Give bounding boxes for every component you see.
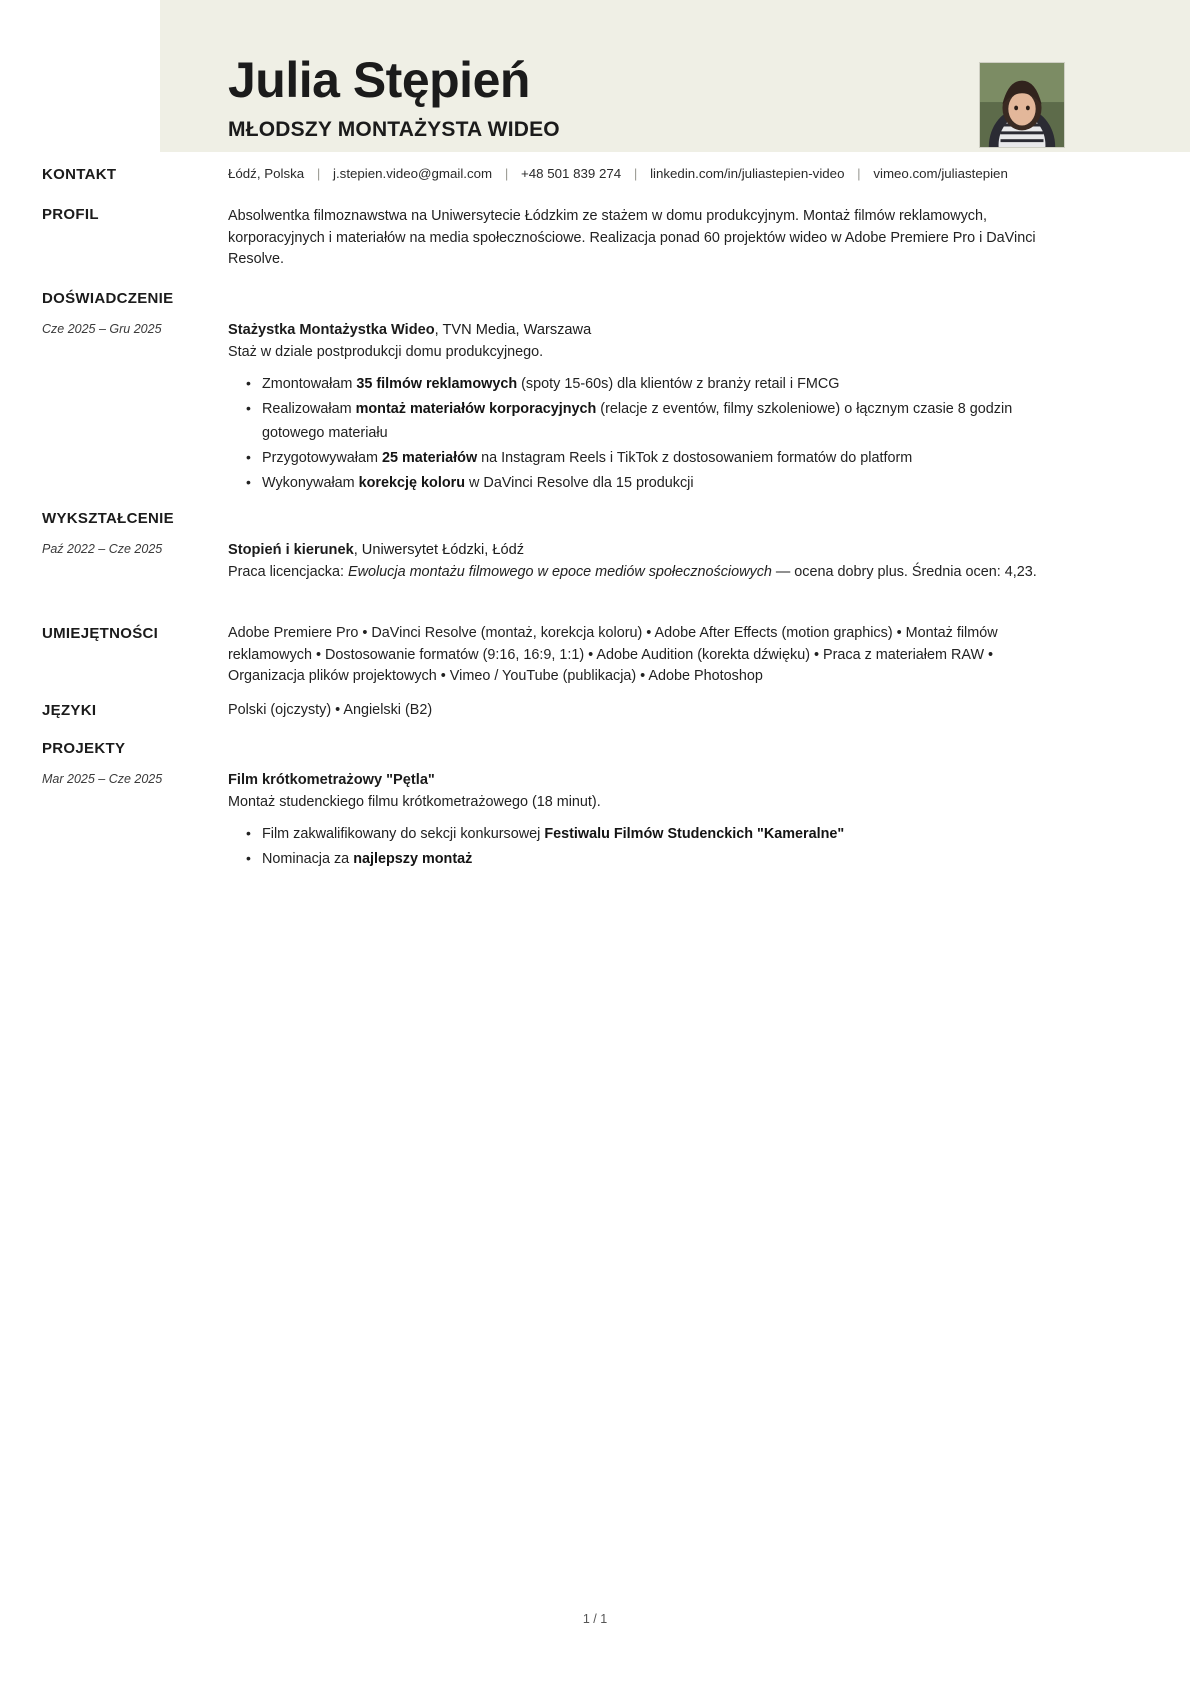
languages-label-text: JĘZYKI: [42, 702, 97, 719]
contact-email[interactable]: j.stepien.video@gmail.com: [333, 166, 493, 181]
project-dates: Mar 2025 – Cze 2025: [42, 772, 163, 786]
portrait-photo-icon: [980, 63, 1064, 147]
page-indicator: 1 / 1: [582, 1612, 608, 1626]
contact-line: [228, 164, 1068, 184]
contact-label-text: KONTAKT: [42, 166, 117, 183]
experience-dates: Cze 2025 – Gru 2025: [42, 322, 162, 336]
bullet-text-bold: montaż materiałów korporacyjnych: [355, 401, 597, 417]
project-bullet-list: [228, 822, 1068, 871]
bullet-text-post: (spoty 15-60s) dla klientów z branży retail i FMCG: [517, 376, 840, 392]
bullet-text-bold: najlepszy montaż: [353, 851, 473, 867]
bullet-text-pre: Realizowałam: [262, 401, 356, 417]
bullet-text-pre: Zmontowałam: [262, 376, 357, 392]
education-entry-header: [228, 539, 1068, 561]
bullet-text-pre: Przygotowywałam: [262, 450, 382, 466]
projects-label-text: PROJEKTY: [42, 740, 126, 757]
list-item: [262, 847, 1068, 871]
project-entry: [228, 769, 1068, 872]
list-item: [262, 397, 1068, 445]
experience-label-text: DOŚWIADCZENIE: [42, 290, 174, 307]
education-label-text: WYKSZTAŁCENIE: [42, 510, 174, 527]
thesis-label: Praca licencjacka:: [228, 564, 348, 580]
avatar: [979, 62, 1065, 148]
skills-label-text: UMIEJĘTNOŚCI: [42, 625, 159, 642]
section-label-projects: [42, 740, 222, 757]
bullet-text-post: (relacje z eventów, filmy szkoleniowe) o łącznym czasie 8 godzin gotowego materiału: [262, 401, 1013, 441]
experience-entry-header: [228, 319, 1068, 341]
list-item: [262, 372, 1068, 396]
experience-company: , TVN Media, Warszawa: [434, 322, 592, 338]
experience-summary: Staż w dziale postprodukcji domu produkcyjnego.: [228, 344, 544, 360]
education-dates: Paź 2022 – Cze 2025: [42, 542, 163, 556]
profile-label-text: PROFIL: [42, 206, 99, 223]
contact-linkedin[interactable]: linkedin.com/in/juliastepien-video: [650, 166, 845, 181]
bullet-text-pre: Wykonywałam: [262, 475, 359, 491]
contact-separator-icon: |: [316, 166, 321, 181]
thesis-title: Ewolucja montażu filmowego w epoce mediów społecznościowych: [347, 564, 772, 580]
experience-bullet-list: [228, 372, 1068, 495]
section-label-profile: [42, 206, 222, 223]
list-item: [262, 446, 1068, 470]
bullet-text-bold: 35 filmów reklamowych: [356, 376, 518, 392]
education-degree: Stopień i kierunek: [228, 542, 354, 558]
contact-separator-icon: |: [504, 166, 509, 181]
section-label-experience: [42, 290, 222, 307]
education-entry: [228, 539, 1068, 583]
list-item: [262, 822, 1068, 846]
project-summary: Montaż studenckiego filmu krótkometrażowego (18 minut).: [228, 794, 601, 810]
languages-list: Polski (ojczysty) • Angielski (B2): [228, 702, 433, 718]
contact-portfolio[interactable]: vimeo.com/juliastepien: [873, 166, 1008, 181]
section-label-education: [42, 510, 222, 527]
education-school: , Uniwersytet Łódzki, Łódź: [353, 542, 525, 558]
profile-text: Absolwentka filmoznawstwa na Uniwersytecie Łódzkim ze stażem w domu produkcyjnym. Montaż filmów reklamowych, korporacyjnych i materiałów na media społecznościowe. Realizacja ponad 60 projektów wideo w Adobe Premiere Pro i DaVinci Resolve.: [228, 208, 1036, 267]
contact-location: Łódź, Polska: [228, 166, 305, 181]
bullet-text-bold: korekcję koloru: [358, 475, 466, 491]
section-label-contact: [42, 166, 222, 183]
bullet-text-bold: 25 materiałów: [381, 450, 478, 466]
section-label-languages: [42, 702, 222, 719]
contact-details: [228, 164, 1068, 184]
contact-separator-icon: |: [633, 166, 638, 181]
thesis-grade: — ocena dobry plus. Średnia ocen: 4,23.: [771, 564, 1037, 580]
project-title-row: [228, 769, 1068, 791]
bullet-text-pre: Film zakwalifikowany do sekcji konkursowej: [262, 826, 545, 842]
job-title: MŁODSZY MONTAŻYSTA WIDEO: [228, 118, 560, 141]
page-title: Julia Stępień: [228, 52, 530, 108]
bullet-text-pre: Nominacja za: [262, 851, 354, 867]
bullet-text-post: w DaVinci Resolve dla 15 produkcji: [465, 475, 694, 491]
experience-entry: [228, 319, 1068, 496]
list-item: [262, 471, 1068, 495]
bullet-text-post: na Instagram Reels i TikTok z dostosowaniem formatów do platform: [477, 450, 913, 466]
project-title: Film krótkometrażowy "Pętla": [228, 772, 435, 788]
contact-phone[interactable]: +48 501 839 274: [521, 166, 622, 181]
section-label-skills: [42, 625, 222, 642]
experience-role: Stażystka Montażystka Wideo: [228, 322, 435, 338]
education-thesis: [228, 561, 1068, 583]
skills-list: Adobe Premiere Pro • DaVinci Resolve (montaż, korekcja koloru) • Adobe After Effects (motion graphics) • Montaż filmów reklamowych • Dostosowanie formatów (9:16, 16:9, 1:1) • Adobe Audition (korekta dźwięku) • Praca z materiałem RAW • Organizacja plików projektowych • Vimeo / YouTube (publikacja) • Adobe Photoshop: [228, 625, 998, 684]
bullet-text-bold: Festiwalu Filmów Studenckich "Kameralne": [544, 826, 845, 842]
contact-separator-icon: |: [857, 166, 861, 181]
